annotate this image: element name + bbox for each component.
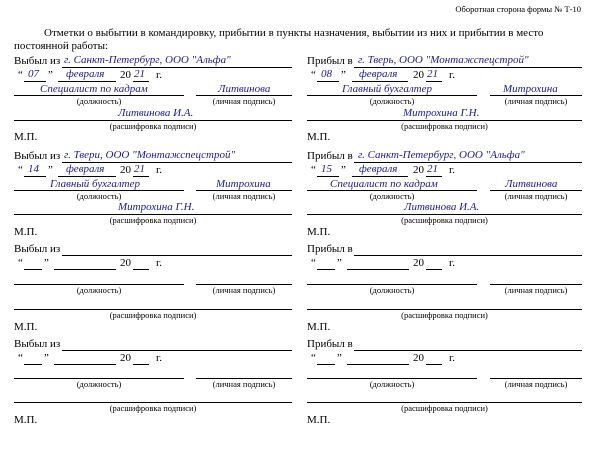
arrived-label: Прибыл в [307,55,353,67]
arrived-name: Литвинова И.А. [404,201,480,213]
year-suffix: г. [156,352,163,364]
signature-decoding-caption: (расшифровка подписи) [401,121,488,131]
year-suffix: г. [449,352,456,364]
arrived-day: 08 [321,68,332,80]
departed-label: Выбыл из [14,243,61,255]
departed-position: Главный бухгалтер [50,178,140,190]
signature-decoding-caption: (расшифровка подписи) [109,403,197,413]
arrived-label: Прибыл в [307,150,353,162]
stamp-label: М.П. [307,321,331,333]
departed-name: Митрохина Г.Н. [118,201,195,213]
departed-place: г. Твери, ООО "Монтажспецстрой" [64,149,236,161]
position-caption: (должность) [76,379,122,389]
position-caption: (должность) [369,96,415,106]
signature-decoding-caption: (расшифровка подписи) [109,121,197,131]
year-prefix: 20 [413,164,424,176]
quote-open: “ [18,164,23,176]
signature-caption: (личная подпись) [504,96,568,106]
position-caption: (должность) [369,191,415,201]
quote-open: “ [18,69,23,81]
year-prefix: 20 [120,257,131,269]
quote-open: “ [311,69,316,81]
signature-decoding-caption: (расшифровка подписи) [401,215,488,225]
stamp-label: М.П. [14,414,38,426]
position-caption: (должность) [76,191,122,201]
arrived-place: г. Тверь, ООО "Монтажспецстрой" [358,54,529,66]
arrived-day: 15 [321,163,332,175]
signature-caption: (личная подпись) [504,285,568,295]
arrived-year: 21 [427,163,438,175]
departed-label: Выбыл из [14,55,61,67]
signature-caption: (личная подпись) [212,191,276,201]
position-caption: (должность) [76,96,122,106]
arrived-month: февраля [359,68,398,80]
quote-close: ” [337,257,342,269]
year-suffix: г. [156,257,163,269]
stamp-label: М.П. [14,226,38,238]
arrived-signature: Митрохина [503,83,558,95]
stamp-label: М.П. [14,131,38,143]
departed-month: февраля [66,163,105,175]
quote-open: “ [311,164,316,176]
departed-signature: Литвинова [218,83,271,95]
departed-label: Выбыл из [14,150,61,162]
arrived-signature: Литвинова [505,178,558,190]
year-prefix: 20 [120,164,131,176]
signature-caption: (личная подпись) [212,96,276,106]
arrived-name: Митрохина Г.Н. [403,107,480,119]
quote-open: “ [18,257,23,269]
departed-label: Выбыл из [14,338,61,350]
arrived-position: Главный бухгалтер [342,83,432,95]
quote-close: ” [48,69,53,81]
stamp-label: М.П. [307,414,331,426]
departed-name: Литвинова И.А. [118,107,194,119]
year-prefix: 20 [413,257,424,269]
arrived-label: Прибыл в [307,243,353,255]
intro-text-line1: Отметки о выбытии в командировку, прибытии в пункты назначения, выбытии из них и прибытии в место [44,27,544,39]
year-suffix: г. [449,257,456,269]
signature-decoding-caption: (расшифровка подписи) [109,310,197,320]
year-suffix: г. [156,69,163,81]
departed-day: 07 [28,68,39,80]
signature-decoding-caption: (расшифровка подписи) [109,215,197,225]
quote-close: ” [337,352,342,364]
intro-text-line2: постоянной работы: [14,40,109,52]
arrived-place: г. Санкт-Петербург, ООО "Альфа" [358,149,525,161]
arrived-position: Специалист по кадрам [330,178,438,190]
year-prefix: 20 [413,69,424,81]
signature-caption: (личная подпись) [504,191,568,201]
signature-decoding-caption: (расшифровка подписи) [401,403,488,413]
departed-year: 21 [134,68,145,80]
quote-open: “ [311,352,316,364]
arrived-label: Прибыл в [307,338,353,350]
year-prefix: 20 [413,352,424,364]
year-suffix: г. [156,164,163,176]
signature-decoding-caption: (расшифровка подписи) [401,310,488,320]
form-note: Оборотная сторона формы № Т-10 [455,4,581,14]
quote-open: “ [311,257,316,269]
stamp-label: М.П. [307,226,331,238]
quote-open: “ [18,352,23,364]
departed-signature: Митрохина [216,178,271,190]
stamp-label: М.П. [14,321,38,333]
quote-close: ” [341,164,346,176]
arrived-month: февраля [359,163,398,175]
departed-month: февраля [66,68,105,80]
position-caption: (должность) [369,285,415,295]
signature-caption: (личная подпись) [504,379,568,389]
quote-close: ” [44,352,49,364]
quote-close: ” [44,257,49,269]
year-prefix: 20 [120,352,131,364]
stamp-label: М.П. [307,131,331,143]
departed-day: 14 [28,163,39,175]
departed-year: 21 [134,163,145,175]
position-caption: (должность) [369,379,415,389]
quote-close: ” [48,164,53,176]
quote-close: ” [341,69,346,81]
year-suffix: г. [449,164,456,176]
signature-caption: (личная подпись) [212,285,276,295]
year-suffix: г. [449,69,456,81]
departed-position: Специалист по кадрам [40,83,148,95]
departed-place: г. Санкт-Петербург, ООО "Альфа" [64,54,231,66]
position-caption: (должность) [76,285,122,295]
arrived-year: 21 [427,68,438,80]
signature-caption: (личная подпись) [212,379,276,389]
year-prefix: 20 [120,69,131,81]
